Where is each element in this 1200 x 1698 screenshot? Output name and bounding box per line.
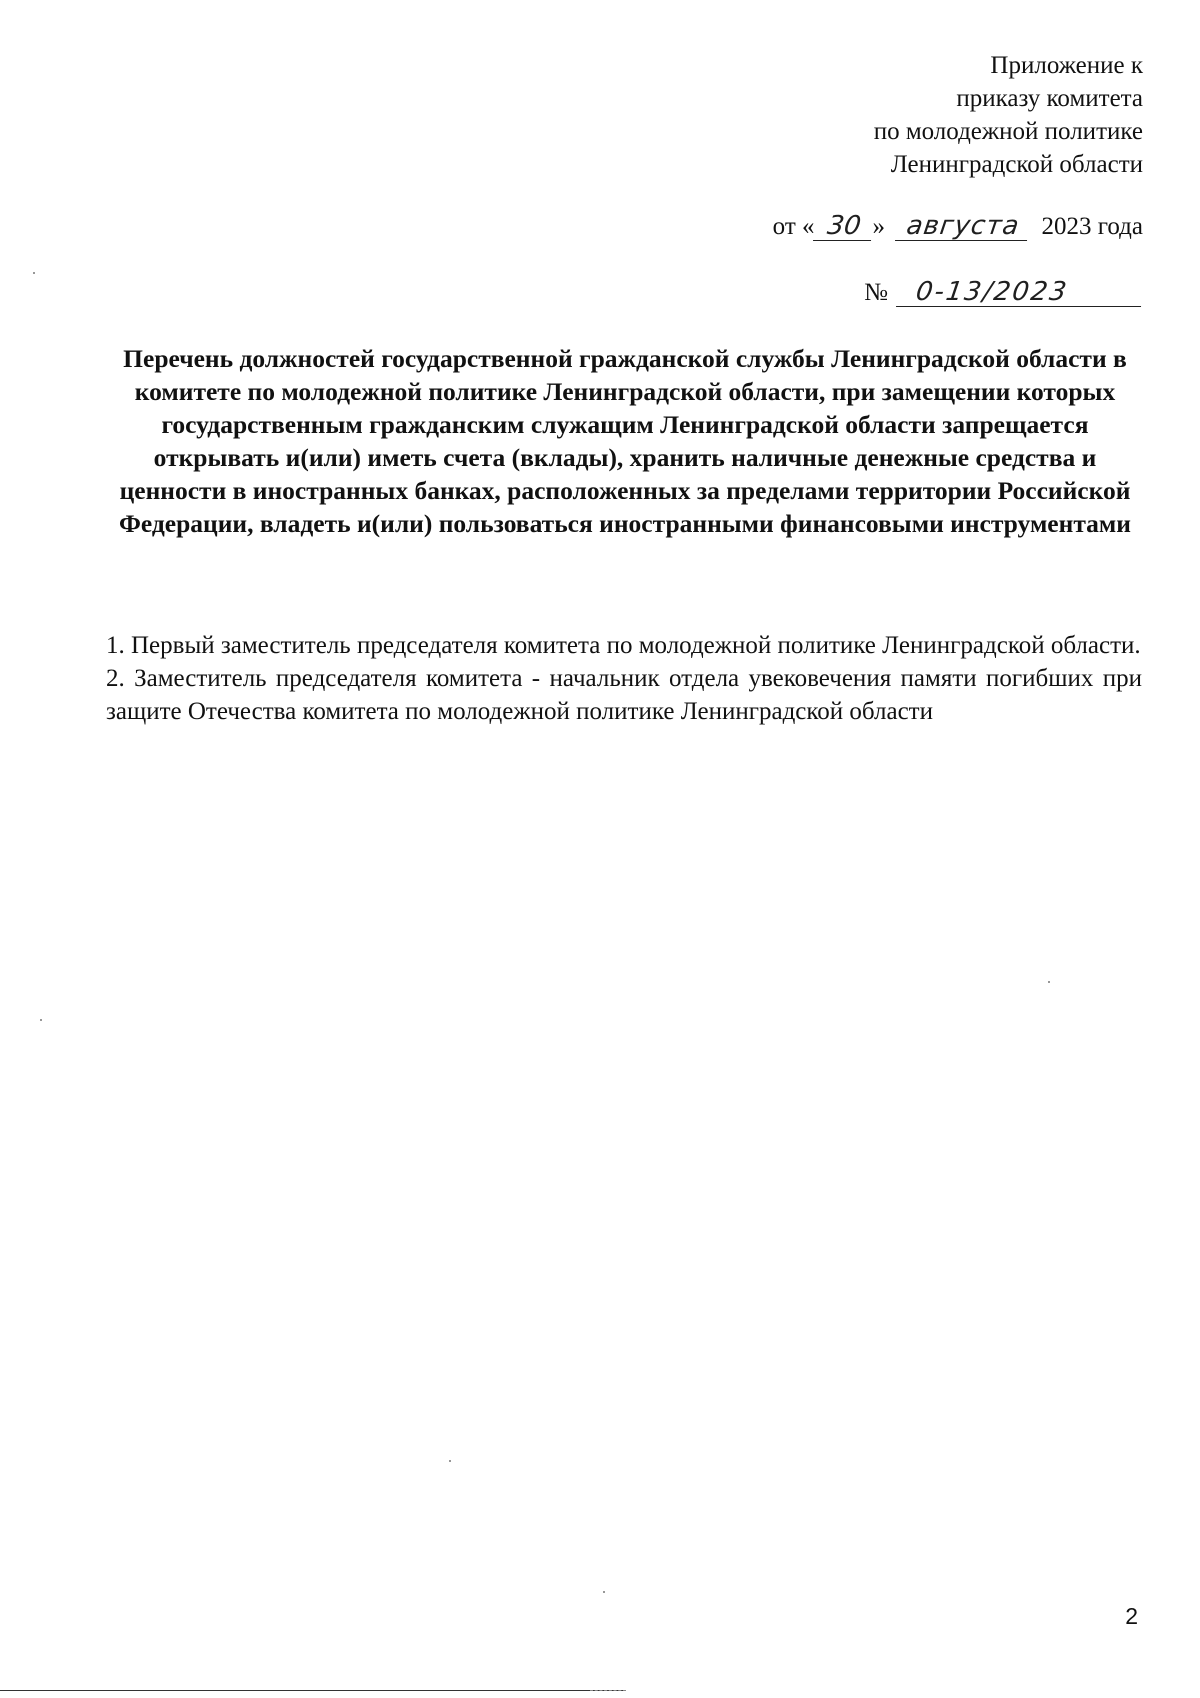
- attachment-line: по молодежной политике: [873, 118, 1143, 145]
- scan-speck: [33, 272, 35, 274]
- scan-edge-dash: [590, 1690, 626, 1691]
- scan-speck: [603, 1591, 605, 1593]
- attachment-line: Приложение к: [990, 52, 1143, 79]
- page-number: 2: [1125, 1603, 1138, 1629]
- handwritten-order-number: 0-13/2023: [896, 278, 1145, 307]
- positions-list: [106, 629, 1142, 728]
- attachment-line: приказу комитета: [956, 85, 1143, 112]
- list-item: 2. Заместитель председателя комитета - начальник отдела увековечения памяти погибших при защите Отечества комитета по молодежной политике Ленинградской области: [106, 665, 1142, 725]
- attachment-line: Ленинградской области: [890, 151, 1143, 178]
- handwritten-day: 30: [812, 212, 874, 241]
- order-number: [864, 276, 1143, 310]
- handwritten-month: августа: [895, 212, 1031, 241]
- date-prefix: от «: [772, 213, 815, 240]
- number-sign: №: [864, 279, 888, 306]
- scan-speck: [449, 1460, 451, 1462]
- scan-edge-line: [0, 1690, 626, 1691]
- attachment-header: [874, 49, 1143, 181]
- scan-speck: [40, 1019, 42, 1021]
- date-year: 2023 года: [1041, 213, 1143, 240]
- scan-speck: [1048, 981, 1050, 983]
- date-quote-close: »: [872, 213, 886, 240]
- order-date: [773, 210, 1143, 244]
- document-title: Перечень должностей государственной гражданской службы Ленинградской области в комитете по молодежной политике Ленинградской области, при замещении которых государственным гражданским служащим Ленинградской области запрещается открывать и(или) иметь счета (вклады), хранить наличные денежные средства и ценности в иностранных банках, расположенных за пределами территории Российской Федерации, владеть и(или) пользоваться иностранными финансовыми инструментами: [119, 344, 1131, 538]
- list-item: 1. Первый заместитель председателя комитета по молодежной политике Ленинградской области.: [106, 632, 1141, 659]
